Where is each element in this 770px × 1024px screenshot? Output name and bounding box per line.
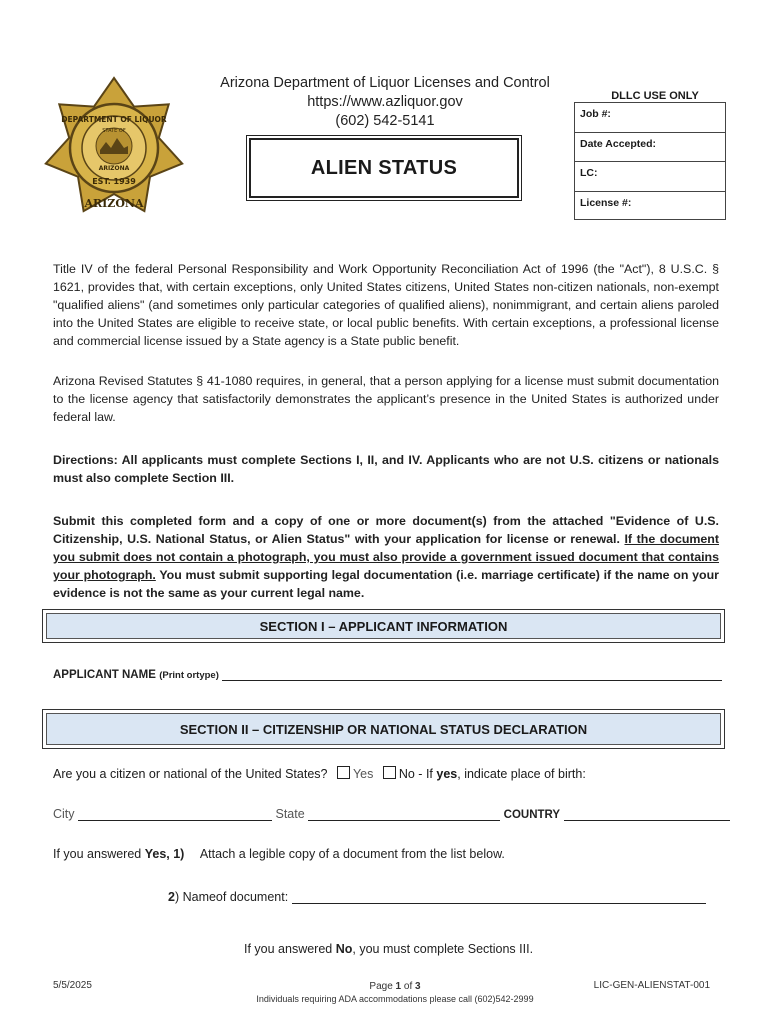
yes-bold-label: yes bbox=[436, 767, 458, 781]
dllc-license-field[interactable]: License #: bbox=[580, 196, 632, 209]
ada-notice: Individuals requiring ADA accommodations please call (602)542-2999 bbox=[256, 994, 534, 1004]
applicant-name-row bbox=[53, 667, 722, 681]
submit-text-c: You must submit supporting legal documentation (i.e. marriage certificate) if the name on your evidence is not the same as your current legal name. bbox=[53, 568, 719, 600]
agency-name: Arizona Department of Liquor Licenses and Control bbox=[220, 75, 550, 91]
badge-text-seal: STATE OF bbox=[102, 128, 126, 134]
agency-website[interactable]: https://www.azliquor.gov bbox=[307, 94, 463, 110]
answered-no-bold: No bbox=[335, 942, 353, 956]
birthplace-row bbox=[53, 807, 730, 821]
dllc-use-only-label: DLLC USE ONLY bbox=[611, 90, 699, 102]
country-input[interactable] bbox=[564, 808, 730, 821]
document-name-label: ) Nameof document: bbox=[174, 890, 289, 904]
badge-text-mid: ARIZONA bbox=[98, 165, 130, 172]
page-prefix: Page bbox=[369, 981, 393, 992]
yes-checkbox[interactable] bbox=[337, 766, 350, 779]
dllc-use-only-box bbox=[574, 102, 726, 220]
submit-text-a: Submit this completed form and a copy of one or more document(s) from the attached "Evidence of U.S. Citizenship, U.S. National Status, or Alien Status" with your application for license or renewal. bbox=[53, 514, 719, 546]
attach-document-text: Attach a legible copy of a document from the list below. bbox=[199, 847, 505, 861]
answered-no-prefix: If you answered bbox=[244, 942, 333, 956]
document-name-row bbox=[168, 890, 706, 904]
form-title: ALIEN STATUS bbox=[310, 156, 458, 179]
city-label: City bbox=[53, 807, 75, 821]
applicant-name-hint: (Print ortype) bbox=[159, 670, 219, 681]
badge-text-est: EST. 1939 bbox=[92, 177, 136, 186]
section-2-header: SECTION II – CITIZENSHIP OR NATIONAL STATUS DECLARATION bbox=[42, 709, 725, 749]
applicant-name-label: APPLICANT NAME bbox=[53, 669, 156, 681]
dllc-job-field[interactable]: Job #: bbox=[575, 103, 725, 133]
directions-paragraph: Directions: All applicants must complete Sections I, II, and IV. Applicants who are not U.S. citizens or nationals must also complete Section III. bbox=[53, 453, 719, 485]
place-of-birth-label: , indicate place of birth: bbox=[457, 767, 586, 781]
answered-yes-bold: Yes, 1) bbox=[144, 847, 185, 861]
arizona-statutes-paragraph: Arizona Revised Statutes § 41-1080 requires, in general, that a person applying for a license must submit documentation to the license agency that satisfactorily demonstrates the applicant’s presence in the United States is authorized under federal law. bbox=[53, 374, 719, 424]
dllc-lc-field[interactable]: LC: bbox=[575, 162, 725, 192]
city-input[interactable] bbox=[78, 808, 272, 821]
no-label: No - If bbox=[398, 767, 433, 781]
yes-label: Yes bbox=[352, 767, 374, 781]
badge-text-top: DEPARTMENT OF LIQUOR bbox=[61, 115, 167, 124]
footer-date: 5/5/2025 bbox=[53, 980, 92, 991]
department-badge-logo bbox=[44, 66, 184, 236]
country-label: COUNTRY bbox=[503, 809, 561, 821]
answered-yes-row bbox=[53, 847, 505, 861]
answered-no-row bbox=[244, 942, 533, 956]
section-1-header: SECTION I – APPLICANT INFORMATION bbox=[42, 609, 725, 643]
page-of: of bbox=[403, 981, 413, 992]
agency-phone: (602) 542-5141 bbox=[335, 113, 435, 129]
step-2-number: 2 bbox=[168, 890, 175, 904]
applicant-name-input[interactable] bbox=[222, 668, 722, 681]
agency-header bbox=[200, 74, 570, 131]
badge-text-bottom: ARIZONA bbox=[84, 197, 144, 210]
form-title-box bbox=[249, 138, 519, 198]
page-current: 1 bbox=[395, 981, 402, 992]
dllc-date-accepted-field[interactable]: Date Accepted: bbox=[575, 133, 725, 163]
document-name-input[interactable] bbox=[292, 891, 706, 904]
federal-act-paragraph: Title IV of the federal Personal Responsibility and Work Opportunity Reconciliation Act of 1996 (the "Act"), 8 U.S.C. § 1621, provides that, with certain exceptions, only United States citizens, United States non-citizen nationals, non-exempt "qualified aliens" (and sometimes only particular categories of qualified aliens), nonimmigrant, and certain aliens paroled into the United States are eligible to receive state, or local public benefits. With certain exceptions, a professional license and commercial license issued by a State agency is a State public benefit. bbox=[53, 262, 719, 348]
citizenship-question-row bbox=[53, 766, 586, 781]
state-input[interactable] bbox=[308, 808, 500, 821]
footer-center bbox=[230, 980, 560, 1006]
citizenship-question: Are you a citizen or national of the United States? bbox=[53, 767, 328, 781]
submit-text-photo: If the document you submit does not contain a photograph, you must also provide a government issued document that contains your photograph. bbox=[53, 532, 720, 582]
submit-instructions-paragraph bbox=[53, 512, 719, 602]
form-id: LIC-GEN-ALIENSTAT-001 bbox=[593, 980, 710, 991]
page-total: 3 bbox=[415, 981, 421, 992]
no-checkbox[interactable] bbox=[383, 766, 396, 779]
page-number bbox=[230, 980, 560, 993]
state-label: State bbox=[275, 807, 305, 821]
answered-yes-prefix: If you answered bbox=[53, 847, 142, 861]
answered-no-suffix: , you must complete Sections III. bbox=[352, 942, 534, 956]
